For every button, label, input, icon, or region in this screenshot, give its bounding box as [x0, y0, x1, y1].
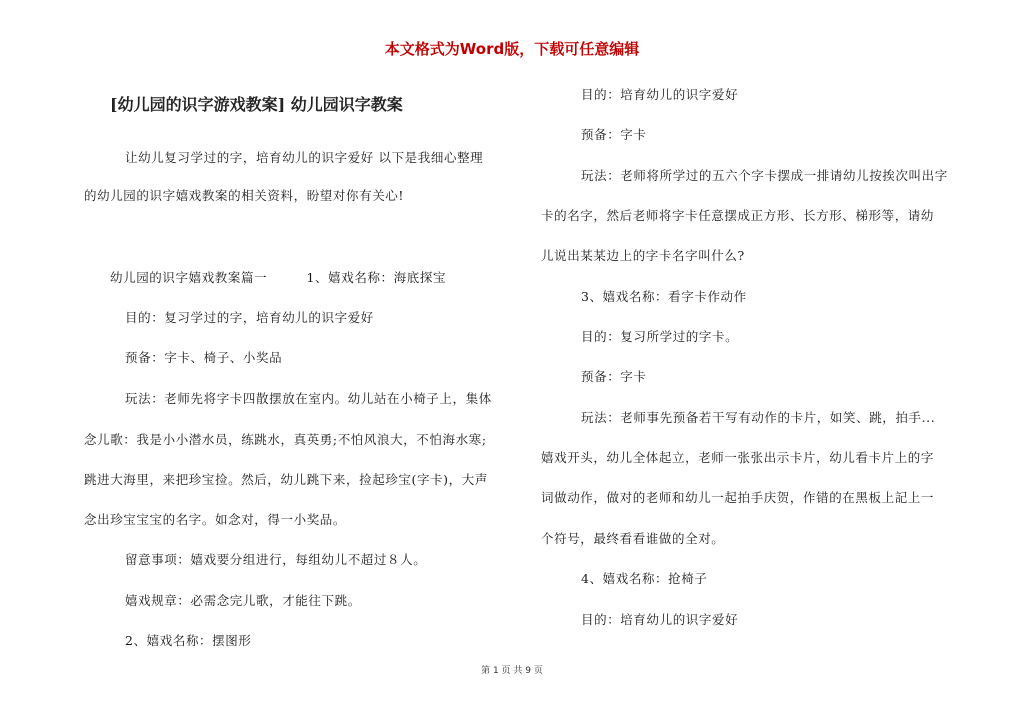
right-line: 4、嬉戏名称：抢椅子	[581, 571, 708, 586]
left-line: 留意事项：嬉戏要分组进行，每组幼儿不超过８人。	[125, 552, 427, 567]
left-line: 预备：字卡、椅子、小奖品	[125, 350, 283, 365]
right-line: 儿说出某某边上的字卡名字叫什么?	[541, 248, 745, 263]
right-line: 目的：培育幼儿的识字爱好	[581, 612, 739, 627]
right-line: 卡的名字，然后老师将字卡任意摆成正方形、长方形、梯形等，请幼	[541, 208, 935, 223]
right-line: 预备：字卡	[581, 127, 647, 142]
left-line: 跳进大海里，来把珍宝捡。然后，幼儿跳下来，捡起珍宝(字卡)，大声	[84, 472, 488, 487]
right-line: 3、嬉戏名称：看字卡作动作	[581, 289, 747, 304]
left-line: 幼儿园的识字嬉戏教案篇一 1、嬉戏名称：海底探宝	[110, 270, 447, 285]
page-number: 第 1 页 共 9 页	[481, 666, 543, 676]
right-line: 词做动作，做对的老师和幼儿一起拍手庆贺，作错的在黑板上記上一	[541, 490, 935, 505]
right-line: 预备：字卡	[581, 369, 647, 384]
left-line: 2、嬉戏名称：摆图形	[125, 633, 252, 648]
right-line: 玩法：老师事先预备若干写有动作的卡片，如笑、跳，拍手...	[581, 410, 936, 425]
left-line: 的幼儿园的识字嬉戏教案的相关资料，盼望对你有关心!	[84, 188, 405, 203]
right-line: 玩法：老师将所学过的五六个字卡摆成一排请幼儿按挨次叫出字	[581, 168, 948, 183]
right-line: 目的：复习所学过的字卡。	[581, 329, 739, 344]
left-line: 念出珍宝宝宝的名字。如念对，得一小奖品。	[84, 512, 347, 527]
left-line: 嬉戏规章：必需念完儿歌，才能往下跳。	[125, 593, 361, 608]
download-banner: 本文格式为Word版，下载可任意编辑	[384, 40, 640, 58]
left-line: 让幼儿复习学过的字，培育幼儿的识字爱好 以下是我细心整理	[125, 150, 484, 165]
right-line: 嬉戏开头，幼儿全体起立，老师一张张出示卡片，幼儿看卡片上的字	[541, 450, 935, 465]
right-line: 目的：培育幼儿的识字爱好	[581, 87, 739, 102]
right-line: 个符号，最终看看谁做的全对。	[541, 531, 725, 546]
left-line: 玩法：老师先将字卡四散摆放在室内。幼儿站在小椅子上，集体	[125, 391, 492, 406]
left-line: 目的：复习学过的字，培育幼儿的识字爱好	[125, 310, 374, 325]
left-line: 念儿歌：我是小小潜水员，练跳水，真英勇;不怕风浪大，不怕海水寒;	[84, 432, 487, 447]
page-title: [幼儿园的识字游戏教案] 幼儿园识字教案	[110, 95, 403, 114]
